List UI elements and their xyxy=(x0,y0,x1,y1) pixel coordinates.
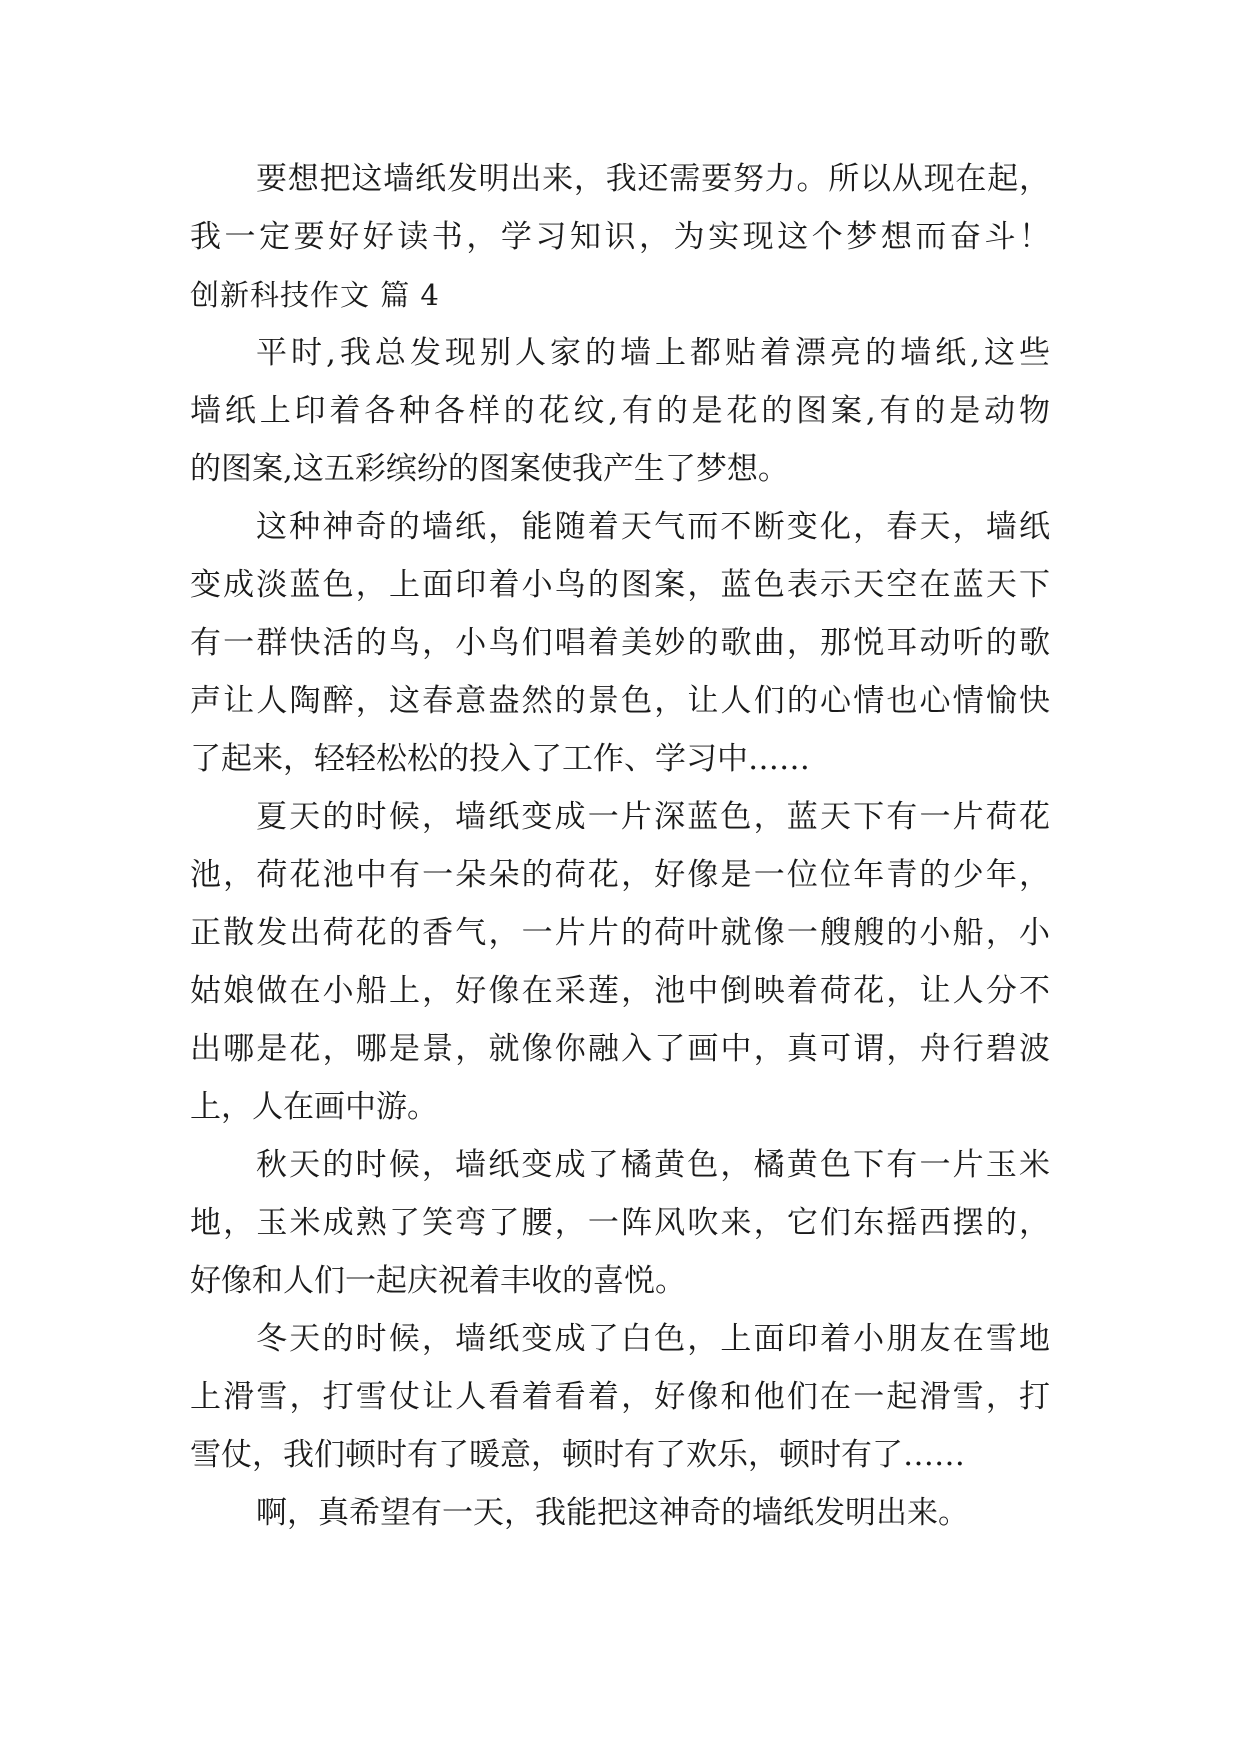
paragraph-summer xyxy=(190,788,1050,1136)
text-line: 我一定要好好读书，学习知识，为实现这个梦想而奋斗！ xyxy=(190,219,1050,255)
paragraph-closing xyxy=(190,1484,1050,1542)
paragraph-autumn xyxy=(190,1136,1050,1310)
document-body xyxy=(190,150,1050,1542)
text-line: 上滑雪，打雪仗让人看着看着，好像和他们在一起滑雪，打 xyxy=(190,1379,1050,1415)
text-line: 上，人在画中游。 xyxy=(190,1089,438,1125)
text-line: 要想把这墙纸发明出来，我还需要努力。所以从现在起， xyxy=(256,161,1050,197)
text-line: 了起来，轻轻松松的投入了工作、学习中…… xyxy=(190,741,810,777)
text-line: 地，玉米成熟了笑弯了腰，一阵风吹来，它们东摇西摆的， xyxy=(190,1205,1050,1241)
text-line: 冬天的时候，墙纸变成了白色，上面印着小朋友在雪地 xyxy=(256,1321,1050,1357)
text-line: 夏天的时候，墙纸变成一片深蓝色，蓝天下有一片荷花 xyxy=(256,799,1050,835)
text-line: 墙纸上印着各种各样的花纹,有的是花的图案,有的是动物 xyxy=(190,393,1050,429)
text-line: 池，荷花池中有一朵朵的荷花，好像是一位位年青的少年， xyxy=(190,857,1050,893)
text-line: 秋天的时候，墙纸变成了橘黄色，橘黄色下有一片玉米 xyxy=(256,1147,1050,1183)
paragraph-spring xyxy=(190,498,1050,788)
text-line: 雪仗，我们顿时有了暖意，顿时有了欢乐，顿时有了…… xyxy=(190,1437,965,1473)
paragraph-wallpaper-intro xyxy=(190,324,1050,498)
text-line: 的图案,这五彩缤纷的图案使我产生了梦想。 xyxy=(190,451,789,487)
text-line: 有一群快活的鸟，小鸟们唱着美妙的歌曲，那悦耳动听的歌 xyxy=(190,625,1050,661)
paragraph-winter xyxy=(190,1310,1050,1484)
text-line: 出哪是花，哪是景，就像你融入了画中，真可谓，舟行碧波 xyxy=(190,1031,1050,1067)
text-line: 啊，真希望有一天，我能把这神奇的墙纸发明出来。 xyxy=(256,1495,969,1531)
text-line: 声让人陶醉，这春意盎然的景色，让人们的心情也心情愉快 xyxy=(190,683,1050,719)
intro-paragraph xyxy=(190,150,1050,266)
text-line: 平时,我总发现别人家的墙上都贴着漂亮的墙纸,这些 xyxy=(256,335,1050,371)
text-line: 姑娘做在小船上，好像在采莲，池中倒映着荷花，让人分不 xyxy=(190,973,1050,1009)
text-line: 正散发出荷花的香气，一片片的荷叶就像一艘艘的小船，小 xyxy=(190,915,1050,951)
text-line: 变成淡蓝色，上面印着小鸟的图案，蓝色表示天空在蓝天下 xyxy=(190,567,1050,603)
section-heading: 创新科技作文 篇 4 xyxy=(190,278,440,312)
text-line: 好像和人们一起庆祝着丰收的喜悦。 xyxy=(190,1263,686,1299)
text-line: 这种神奇的墙纸，能随着天气而不断变化，春天，墙纸 xyxy=(256,509,1050,545)
